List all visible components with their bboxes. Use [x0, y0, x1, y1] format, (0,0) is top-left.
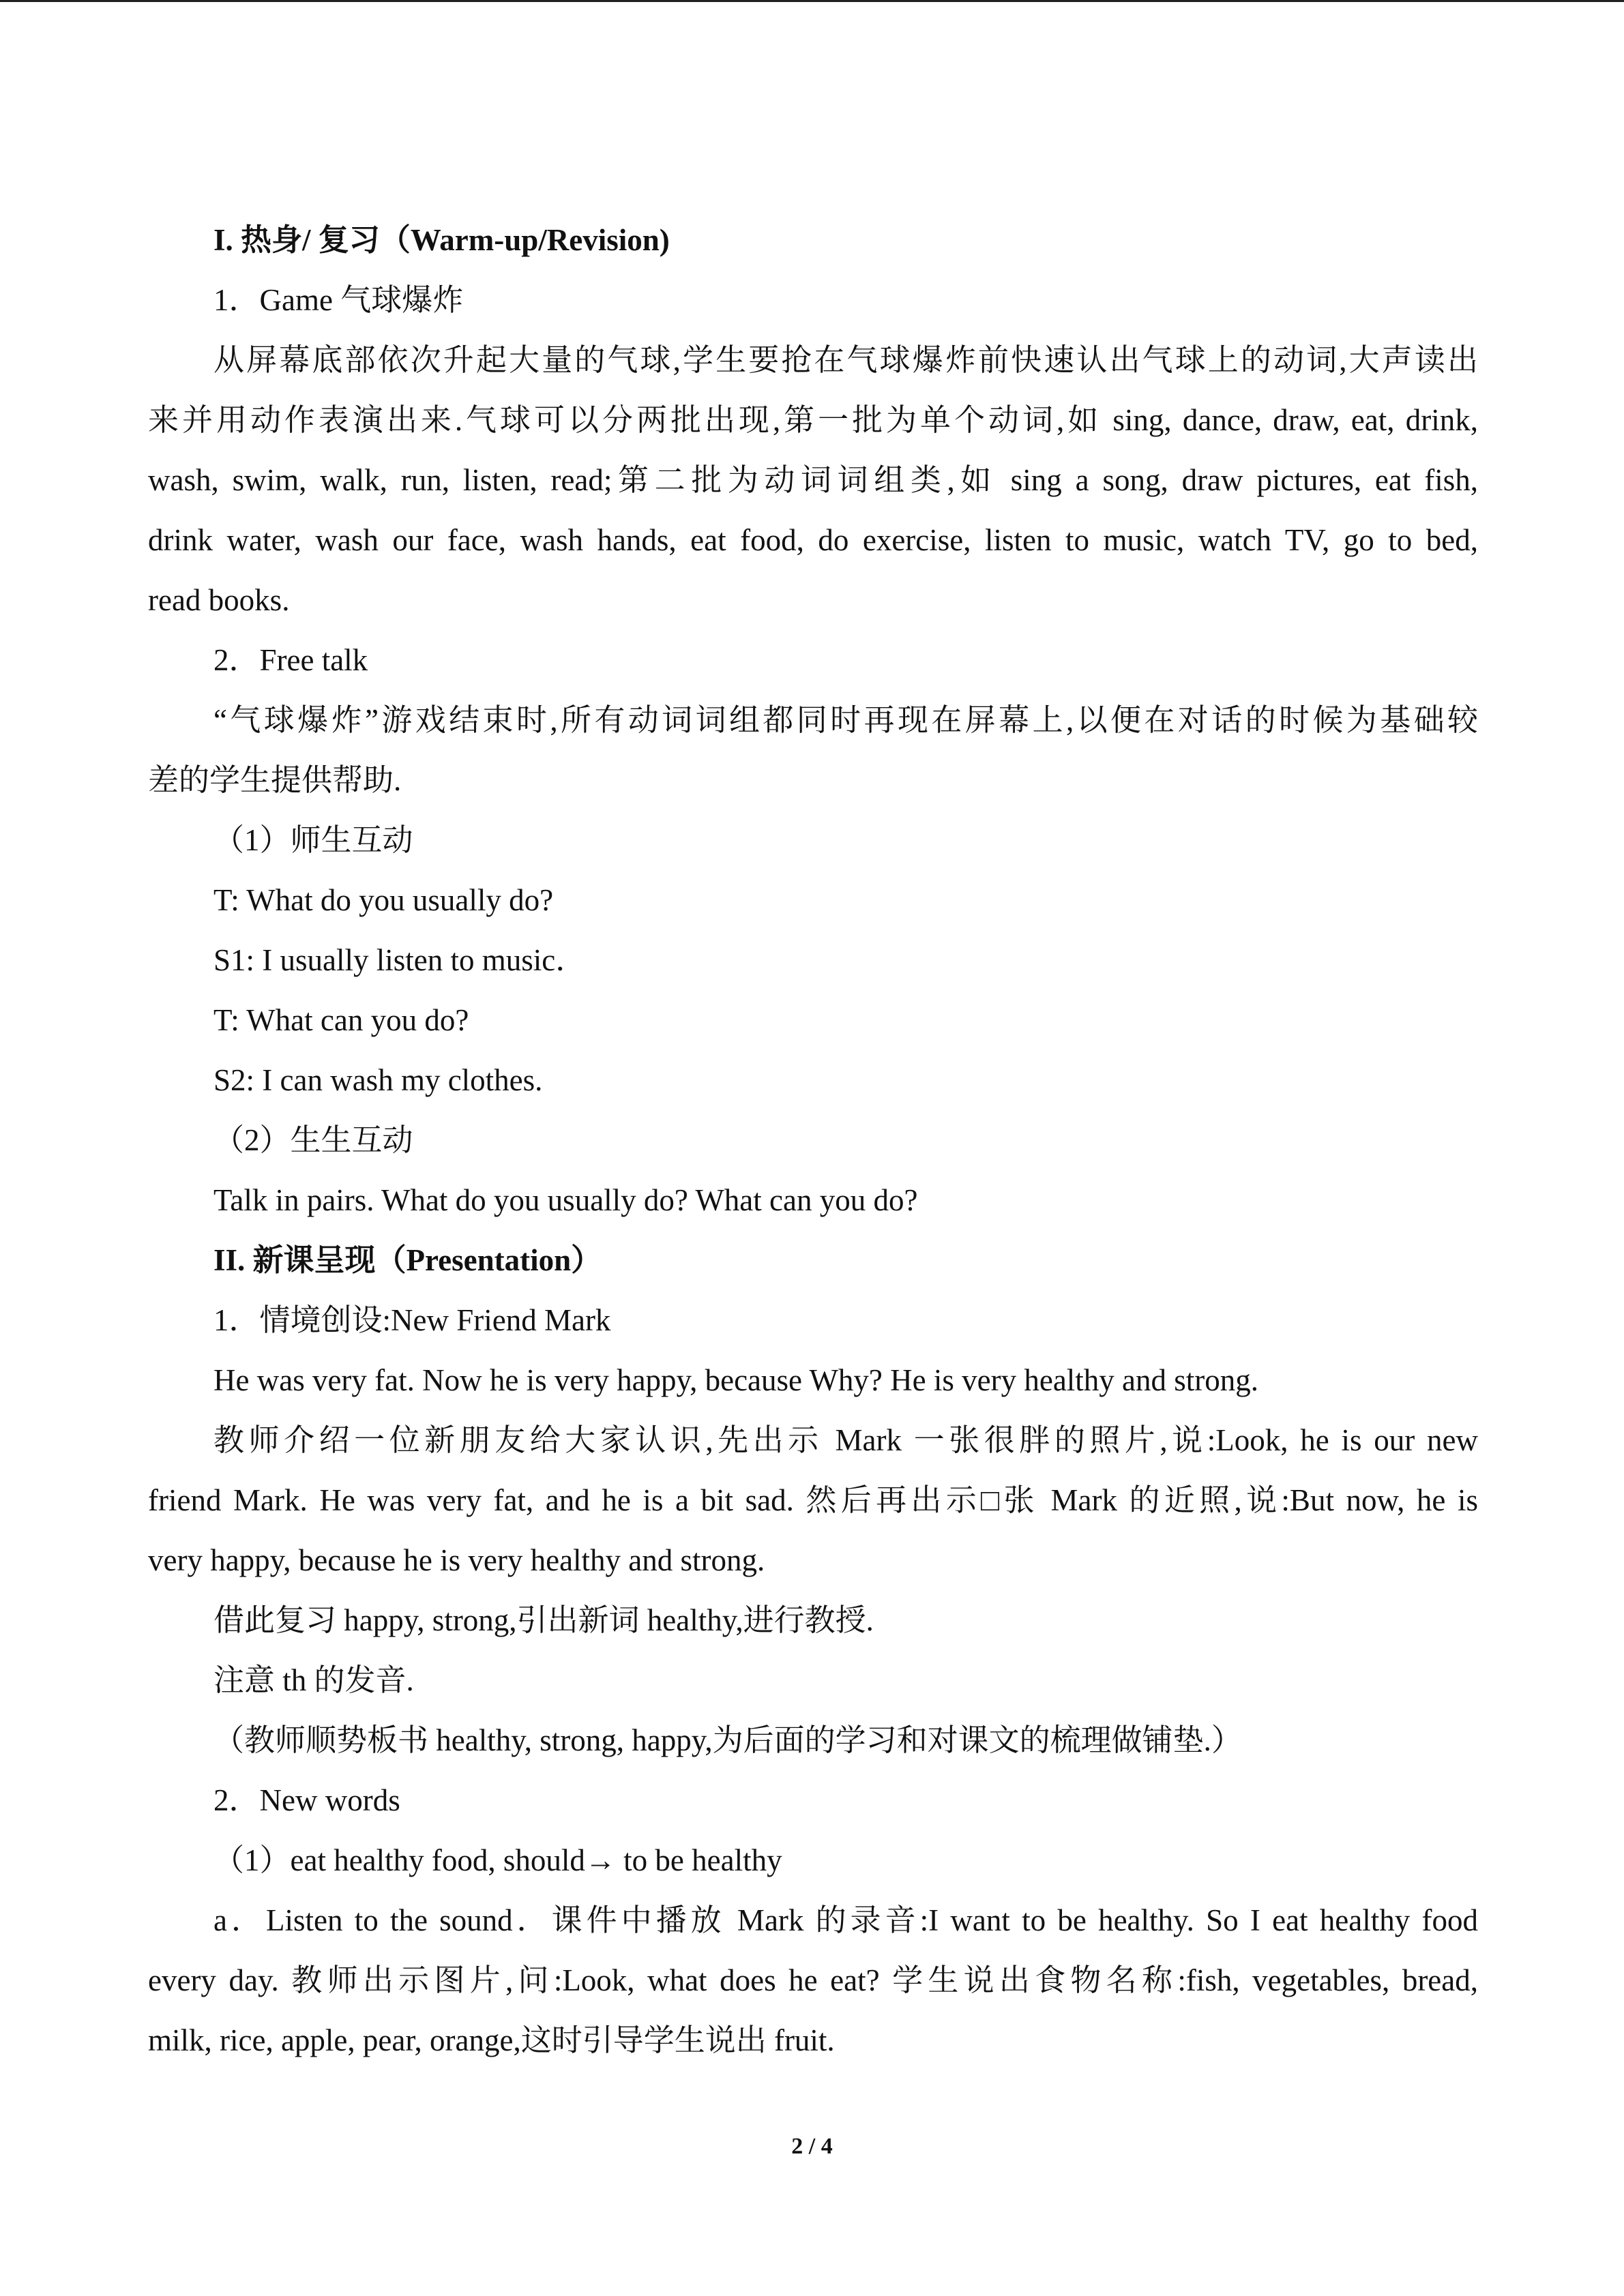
- dialogue-line: T: What can you do?: [213, 1003, 469, 1037]
- subheading-teacher-student: （1）师生互动: [213, 823, 413, 857]
- paragraph-line: very happy, because he is very healthy and strong.: [148, 1543, 765, 1577]
- dialogue-line: T: What do you usually do?: [213, 883, 554, 917]
- paragraph-line: milk, rice, apple, pear, orange,这时引导学生说出 fruit.: [148, 2023, 835, 2057]
- section-heading-warmup: I. 热身/ 复习（Warm-up/Revision): [213, 223, 670, 257]
- dialogue-line: S2: I can wash my clothes.: [213, 1063, 543, 1097]
- page-number: 2 / 4: [791, 2134, 833, 2159]
- paragraph-line: read books.: [148, 583, 290, 617]
- subheading-healthy-food: （1）eat healthy food, should→ to be healthy: [213, 1843, 782, 1877]
- paragraph-line: 教师介绍一位新朋友给大家认识,先出示 Mark 一张很胖的照片,说:Look, he is our new: [213, 1423, 1478, 1457]
- subheading-student-student: （2）生生互动: [213, 1123, 413, 1157]
- paragraph-line: friend Mark. He was very fat, and he is a bit sad. 然后再出示□张 Mark 的近照,说:But now, he is: [148, 1483, 1478, 1517]
- subheading-new-words: 2．New words: [213, 1783, 400, 1817]
- section-heading-presentation: II. 新课呈现（Presentation）: [213, 1243, 602, 1277]
- paragraph-line: every day. 教师出示图片,问:Look, what does he eat? 学生说出食物名称:fish, vegetables, bread,: [148, 1963, 1478, 1997]
- paragraph-line: He was very fat. Now he is very happy, because Why? He is very healthy and strong.: [213, 1363, 1259, 1397]
- paragraph-line: 差的学生提供帮助.: [148, 763, 402, 797]
- paragraph-line: Talk in pairs. What do you usually do? What can you do?: [213, 1183, 918, 1217]
- paragraph-line: 来并用动作表演出来.气球可以分两批出现,第一批为单个动词,如 sing, dance, draw, eat, drink,: [148, 403, 1478, 437]
- paragraph-line: 借此复习 happy, strong,引出新词 healthy,进行教授.: [213, 1603, 874, 1637]
- document-page: [148, 210, 1478, 2070]
- paragraph-line: drink water, wash our face, wash hands, eat food, do exercise, listen to music, watch TV, go to bed,: [148, 523, 1478, 557]
- paragraph-line: a．Listen to the sound．课件中播放 Mark 的录音:I want to be healthy. So I eat healthy food: [213, 1903, 1478, 1937]
- dialogue-line: S1: I usually listen to music．: [213, 943, 587, 977]
- subheading-free-talk: 2．Free talk: [213, 643, 368, 677]
- paragraph-line: 注意 th 的发音.: [213, 1663, 414, 1697]
- paragraph-line: wash, swim, walk, run, listen, read;第二批为动词词组类,如 sing a song, draw pictures, eat fish,: [148, 463, 1478, 497]
- subheading-game: 1．Game 气球爆炸: [213, 283, 464, 317]
- paragraph-line: “气球爆炸”游戏结束时,所有动词词组都同时再现在屏幕上,以便在对话的时候为基础较: [213, 703, 1478, 737]
- subheading-context: 1．情境创设:New Friend Mark: [213, 1303, 611, 1337]
- paragraph-line: （教师顺势板书 healthy, strong, happy,为后面的学习和对课文的梳理做铺垫.）: [213, 1723, 1242, 1757]
- top-border: [0, 0, 1624, 2]
- paragraph-line: 从屏幕底部依次升起大量的气球,学生要抢在气球爆炸前快速认出气球上的动词,大声读出: [213, 343, 1478, 377]
